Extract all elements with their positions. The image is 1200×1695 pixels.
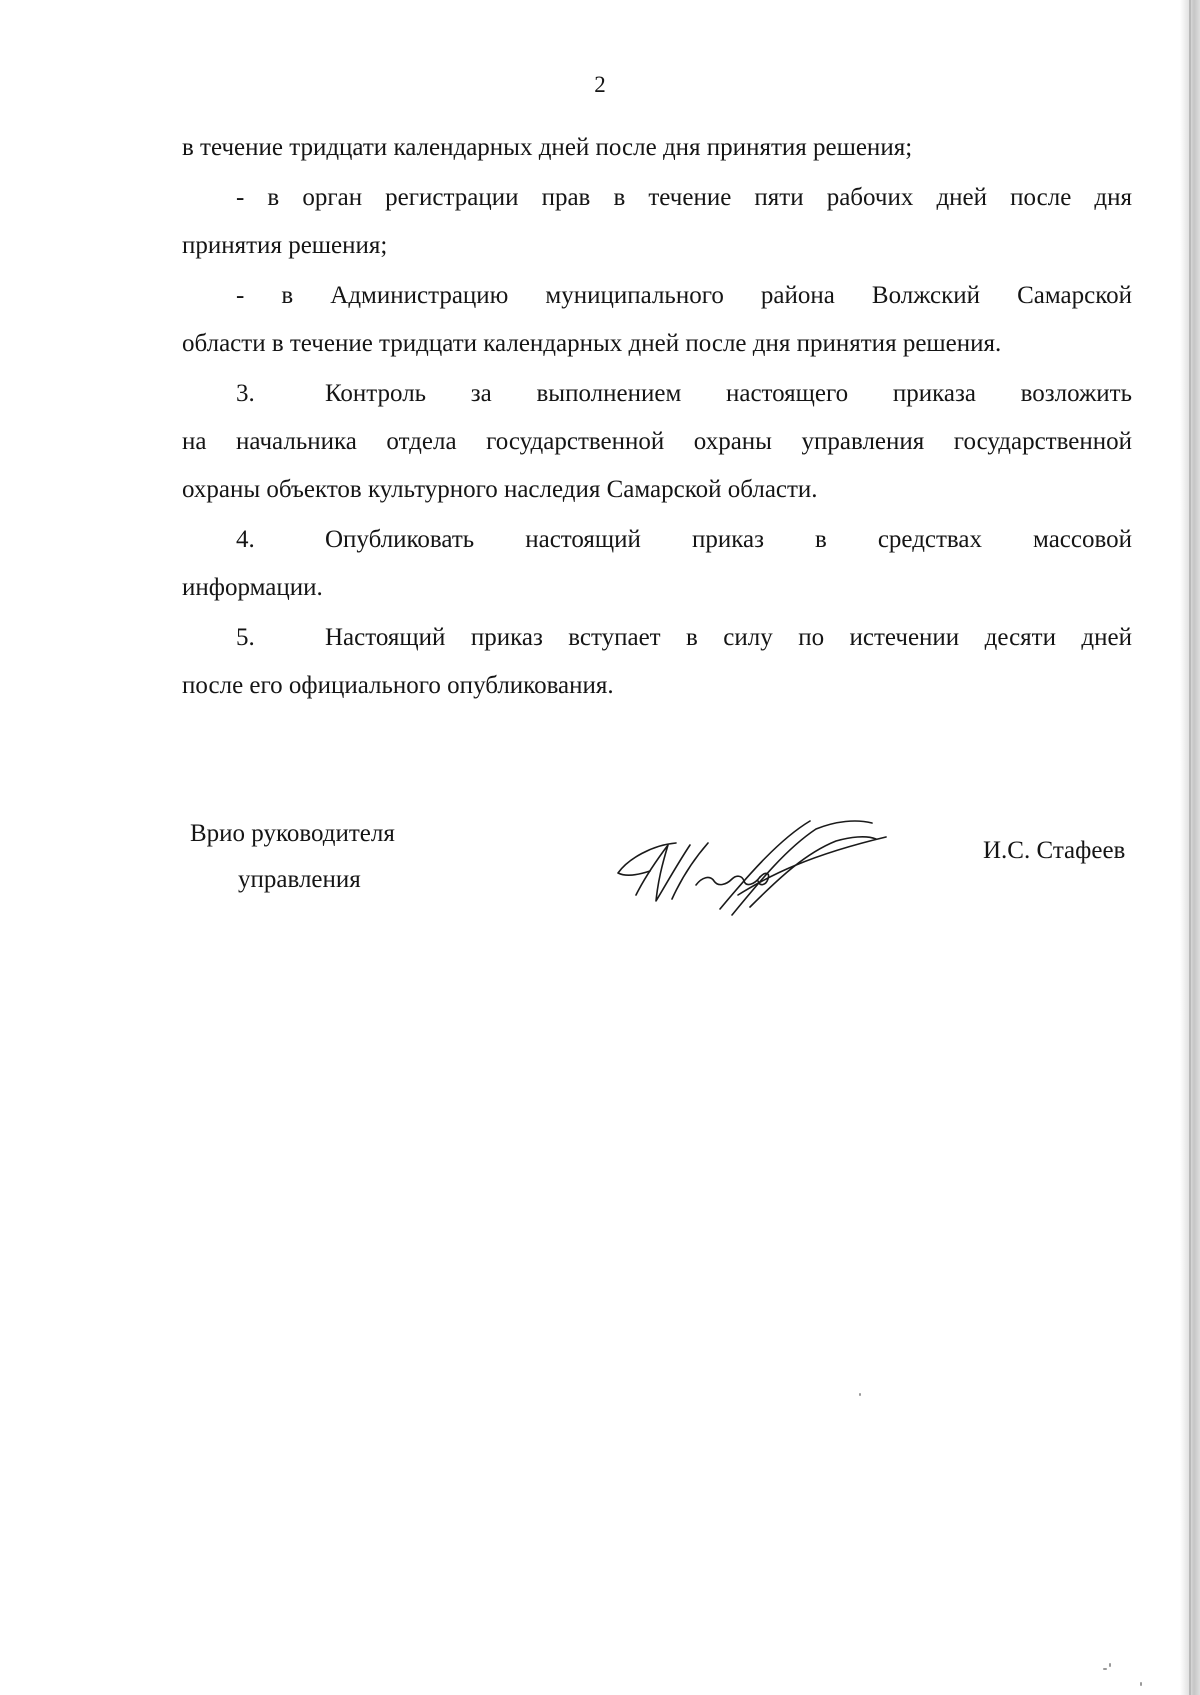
scan-speck [1109,1663,1111,1667]
paragraph-line: Опубликовать настоящий приказ в средствах массовой [325,526,1132,553]
paragraph-line: Контроль за выполнением настоящего приказа возложить [325,380,1132,407]
scan-speck [859,1393,861,1396]
handwritten-signature [610,815,890,925]
paragraph-line: охраны объектов культурного наследия Самарской области. [182,476,818,503]
paragraph-line: на начальника отдела государственной охраны управления государственной [182,428,1132,455]
scan-speck [1103,1668,1107,1670]
paragraph-line: области в течение тридцати календарных дней после дня принятия решения. [182,330,1002,357]
signatory-title: управления [238,866,361,893]
paragraph-line: в течение тридцати календарных дней после дня принятия решения; [182,134,913,161]
signatory-title: Врио руководителя [190,820,395,847]
paragraph-line: информации. [182,574,323,601]
item-number: 4. [236,526,255,553]
item-number: 3. [236,380,255,407]
scan-speck [1140,1682,1142,1686]
scan-edge-line [1189,0,1191,1695]
paragraph-line: - в орган регистрации прав в течение пяти рабочих дней после дня [236,184,1132,211]
paragraph-line: - в Администрацию муниципального района Волжский Самарской [236,282,1132,309]
item-number: 5. [236,624,255,651]
page-number: 2 [594,72,606,97]
paragraph-line: Настоящий приказ вступает в силу по истечении десяти дней [325,624,1132,651]
paragraph-line: принятия решения; [182,232,388,259]
paragraph-line: после его официального опубликования. [182,672,614,699]
signer-name: И.С. Стафеев [983,837,1126,864]
